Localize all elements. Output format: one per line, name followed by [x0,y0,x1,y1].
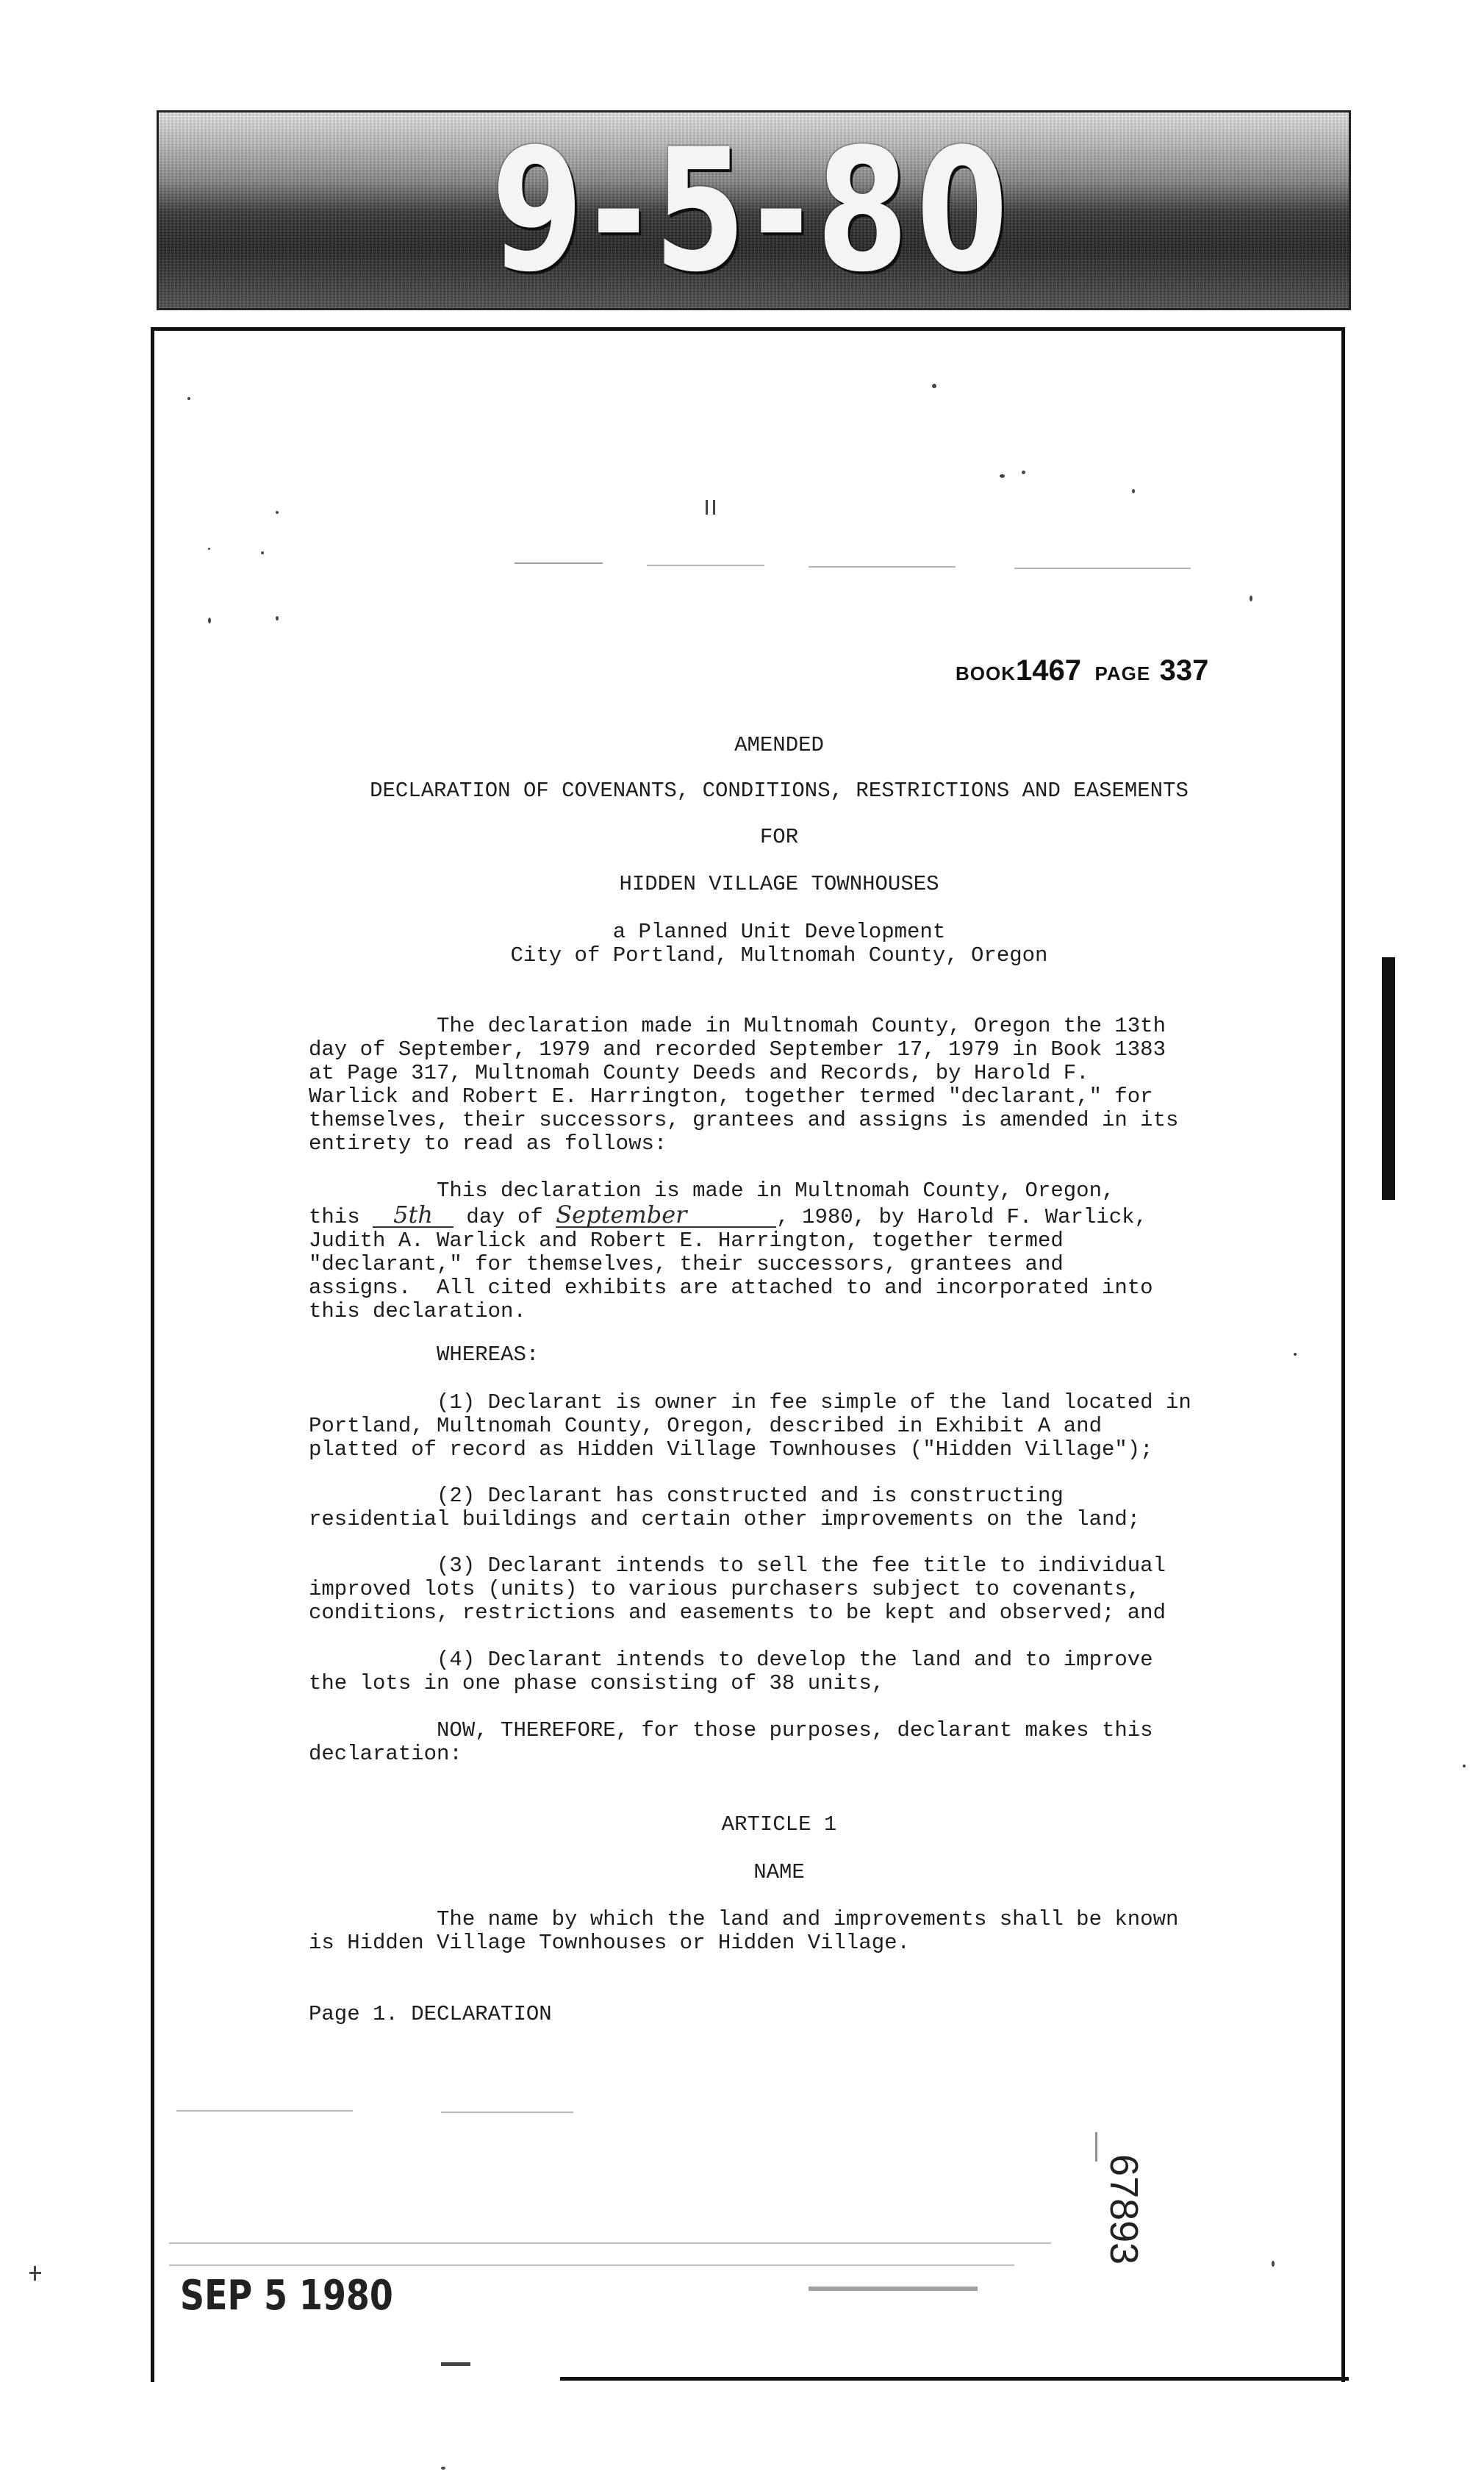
whereas-item-4 [309,1648,1227,1695]
text-line: is Hidden Village Townhouses or Hidden Village. [309,1931,910,1955]
paragraph-intro [309,1015,1227,1156]
text-line: "declarant," for themselves, their successors, grantees and [309,1252,1064,1276]
frame-bottom-rule [560,2377,1349,2381]
article-heading: ARTICLE 1 [721,1812,837,1837]
page-label: PAGE [1094,662,1151,684]
received-date-stamp: SEP 5 1980 [180,2272,393,2320]
text-line: WHEREAS: [309,1343,540,1367]
text-line: residential buildings and certain other improvements on the land; [309,1507,1141,1531]
text-line: (1) Declarant is owner in fee simple of the land located in [309,1390,1191,1415]
whereas-item-2 [309,1484,1227,1531]
text-line: the lots in one phase consisting of 38 units, [309,1671,885,1695]
text-line: themselves, their successors, grantees and assigns is amended in its [309,1108,1179,1132]
text-line: day of September, 1979 and recorded September 17, 1979 in Book 1383 [309,1037,1166,1062]
now-therefore-paragraph [309,1719,1227,1766]
text-line: (2) Declarant has constructed and is constructing [309,1484,1064,1508]
date-stamp-banner [157,110,1351,310]
paragraph-declaration [309,1179,1227,1323]
text-line: (3) Declarant intends to sell the fee title to individual [309,1554,1166,1578]
header-project: HIDDEN VILLAGE TOWNHOUSES [619,872,939,896]
text-line: The declaration made in Multnomah County, Oregon the 13th [309,1014,1166,1038]
text-line: The name by which the land and improvements shall be known [309,1907,1179,1931]
whereas-heading [309,1343,1227,1367]
recording-number: 67893 [1102,2154,1146,2265]
whereas-item-3 [309,1554,1227,1625]
book-number: 1467 [1016,654,1081,687]
page-footer: Page 1. DECLARATION [309,2002,552,2026]
whereas-item-1 [309,1391,1227,1462]
text-line: this declaration. [309,1299,526,1323]
margin-bar [1382,957,1395,1200]
article-subheading: NAME [753,1860,805,1884]
text-line: Portland, Multnomah County, Oregon, described in Exhibit A and [309,1414,1102,1438]
text-line: platted of record as Hidden Village Townhouses ("Hidden Village"); [309,1437,1153,1462]
text-line: conditions, restrictions and easements to be kept and observed; and [309,1601,1166,1625]
text-line: Judith A. Warlick and Robert E. Harrington, together termed [309,1229,1064,1253]
handwritten-day: 5th [373,1203,454,1228]
text-line: This declaration is made in Multnomah County, Oregon, [309,1179,1115,1203]
text-line: assigns. All cited exhibits are attached to and incorporated into [309,1276,1153,1300]
header-title: DECLARATION OF COVENANTS, CONDITIONS, RESTRICTIONS AND EASEMENTS [370,779,1189,803]
header-subtitle: a Planned Unit Development [612,920,946,944]
page-number: 337 [1159,654,1209,687]
header-amended: AMENDED [734,733,824,757]
name-paragraph [309,1908,1227,1955]
text-line: improved lots (units) to various purchasers subject to covenants, [309,1577,1141,1601]
handwritten-month: September [556,1203,776,1228]
text-line: (4) Declarant intends to develop the land and to improve [309,1648,1153,1672]
text-line: at Page 317, Multnomah County Deeds and Records, by Harold F. [309,1061,1089,1085]
text-line-with-fill-ins: this 5th day of September , 1980, by Harold F. Warlick, [309,1201,1147,1229]
header-location: City of Portland, Multnomah County, Oregon [510,943,1048,968]
book-page-stamp [956,654,1208,687]
stamp-date: 9-5-80 [491,113,1017,310]
text-line: Warlick and Robert E. Harrington, together termed "declarant," for [309,1084,1153,1109]
text-line: declaration: [309,1742,462,1766]
text-line: NOW, THEREFORE, for those purposes, declarant makes this [309,1718,1153,1742]
header-for: FOR [759,825,799,849]
text-line: entirety to read as follows: [309,1131,667,1156]
book-label: BOOK [956,662,1016,684]
